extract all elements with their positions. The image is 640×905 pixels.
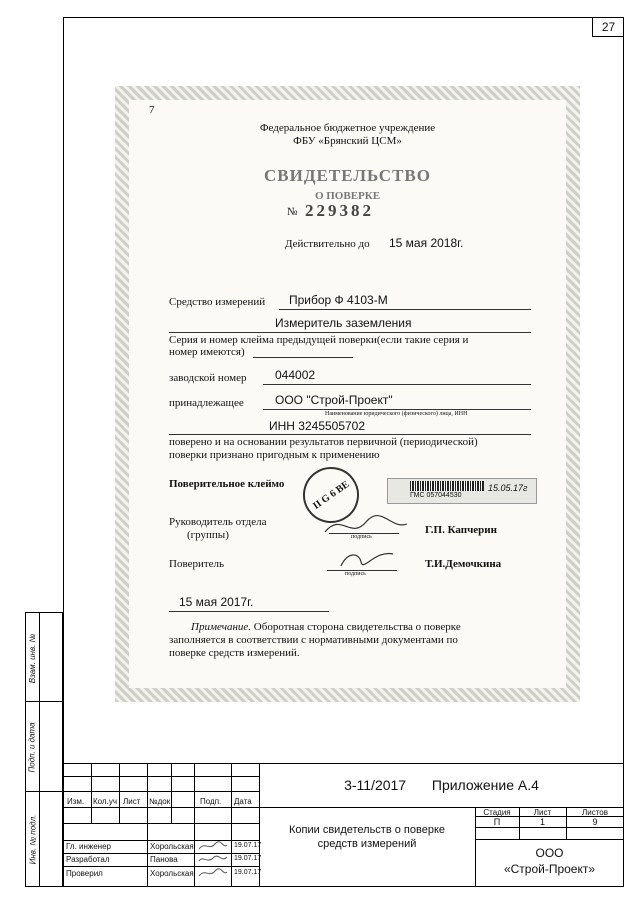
stage-value: П: [493, 817, 501, 827]
row-2-role: Разработал: [66, 855, 110, 864]
strip-label-replace: Взам. инв. №: [28, 633, 38, 683]
serial-label: заводской номер: [169, 372, 247, 384]
header-date: Дата: [234, 797, 252, 806]
barcode-icon: [410, 481, 484, 491]
owner-value: ООО "Строй-Проект": [275, 393, 393, 407]
row-2-signature-icon: [197, 854, 229, 865]
result-line-1: поверено и на основании результатов первичной (периодической): [169, 436, 478, 448]
title-block: [63, 763, 624, 887]
row-1-name: Хорольская: [150, 842, 194, 851]
head-name: Г.П. Капчерин: [425, 524, 497, 536]
note-line-2: заполняется в соответствии с нормативными документами по: [169, 634, 458, 646]
head-label-1: Руководитель отдела: [169, 516, 267, 528]
row-1-signature-icon: [197, 841, 229, 852]
description-line-1: Копии свидетельств о поверке: [289, 824, 445, 836]
row-3-date: 19.07.17: [234, 869, 262, 876]
header-docno: №док: [149, 797, 171, 806]
sheet-number: 27: [592, 17, 624, 37]
strip-cell-replace: [25, 612, 63, 702]
series-line-1: Серия и номер клейма предыдущей поверки(если такие серия и: [169, 334, 469, 346]
strip-cell-sign: [25, 702, 63, 792]
owner-caption: Наименование юридического (физического) лица, ИНН: [325, 411, 468, 417]
valid-until-label: Действительно до: [285, 238, 370, 250]
owner-inn: ИНН 3245505702: [269, 419, 366, 433]
instrument-value-2: Измеритель заземления: [275, 316, 412, 330]
row-2-date: 19.07.17: [234, 855, 262, 862]
serial-value: 044002: [275, 368, 316, 382]
note-line-1: Оборотная сторона свидетельства о поверке: [253, 621, 461, 633]
header-sign: Подп.: [200, 797, 222, 806]
verifier-signature-caption: подпись: [345, 571, 366, 577]
result-text: [169, 436, 478, 462]
sheet-header: Лист: [533, 808, 552, 817]
sheets-header: Листов: [582, 808, 608, 817]
row-1-date: 19.07.17: [234, 842, 262, 849]
sticker-date: 15.05.17г: [488, 483, 528, 493]
verifier-name: Т.И.Демочкина: [425, 558, 502, 570]
instrument-value: Прибор Ф 4103-М: [289, 293, 388, 307]
row-3-role: Проверил: [66, 869, 103, 878]
number-prefix: №: [287, 206, 298, 218]
note: [169, 621, 559, 660]
certificate-number: 229382: [305, 201, 374, 220]
stamp-label: Поверительное клеймо: [169, 478, 285, 490]
certificate-title: СВИДЕТЕЛЬСТВО: [264, 166, 431, 185]
doc-heading: [259, 777, 624, 793]
row-3-name: Хорольская: [150, 869, 194, 878]
issuer-line-2: ФБУ «Брянский ЦСМ»: [293, 135, 402, 147]
issue-date: 15 мая 2017г.: [179, 595, 254, 609]
note-line-3: поверке средств измерений.: [169, 647, 300, 659]
doc-code: 3-11/2017: [344, 777, 407, 793]
series-text: [169, 334, 468, 358]
issuer: [129, 122, 566, 148]
header-qty: Кол.уч: [93, 797, 117, 806]
note-label: Примечание.: [191, 621, 252, 633]
appendix-label: Приложение А.4: [431, 777, 539, 793]
instrument-label: Средство измерений: [169, 296, 266, 308]
head-signature-caption: подпись: [351, 534, 372, 540]
stamp-code: II G 6 ВЕ: [310, 478, 352, 512]
result-line-2: поверки признано пригодным к применению: [169, 449, 380, 461]
sticker-text: ГМС 057044530: [410, 492, 462, 499]
verifier-label: Поверитель: [169, 558, 225, 570]
binding-strip: [25, 612, 63, 887]
strip-label-sign: Подп. и дата: [28, 721, 37, 773]
series-line-2: номер имеются): [169, 346, 245, 358]
head-label: [169, 516, 267, 542]
row-2-name: Панова: [150, 855, 178, 864]
header-change: Изм.: [67, 797, 85, 806]
valid-until-value: 15 мая 2018г.: [389, 236, 464, 250]
row-3-signature-icon: [197, 868, 229, 879]
company: [475, 845, 624, 877]
description-line-2: средств измерений: [317, 838, 417, 850]
owner-label: принадлежащее: [169, 397, 244, 409]
row-1-role: Гл. инженер: [66, 842, 111, 851]
head-label-2: (группы): [187, 529, 229, 541]
issuer-line-1: Федеральное бюджетное учреждение: [259, 122, 436, 134]
strip-cell-inv: [25, 792, 63, 887]
certificate-scan: [115, 86, 580, 702]
description: [259, 823, 475, 851]
sheet-value: 1: [539, 817, 545, 827]
stage-header: Стадия: [483, 808, 511, 817]
company-line-1: ООО: [535, 846, 564, 860]
strip-label-inv: Инв. № подл.: [28, 814, 38, 865]
certificate-subtitle: О ПОВЕРКЕ: [314, 190, 381, 202]
sheets-value: 9: [592, 817, 598, 827]
company-line-2: «Строй-Проект»: [503, 862, 596, 876]
corner-mark: 7: [149, 104, 155, 116]
header-sheet: Лист: [123, 797, 141, 806]
verification-sticker: [387, 478, 537, 504]
